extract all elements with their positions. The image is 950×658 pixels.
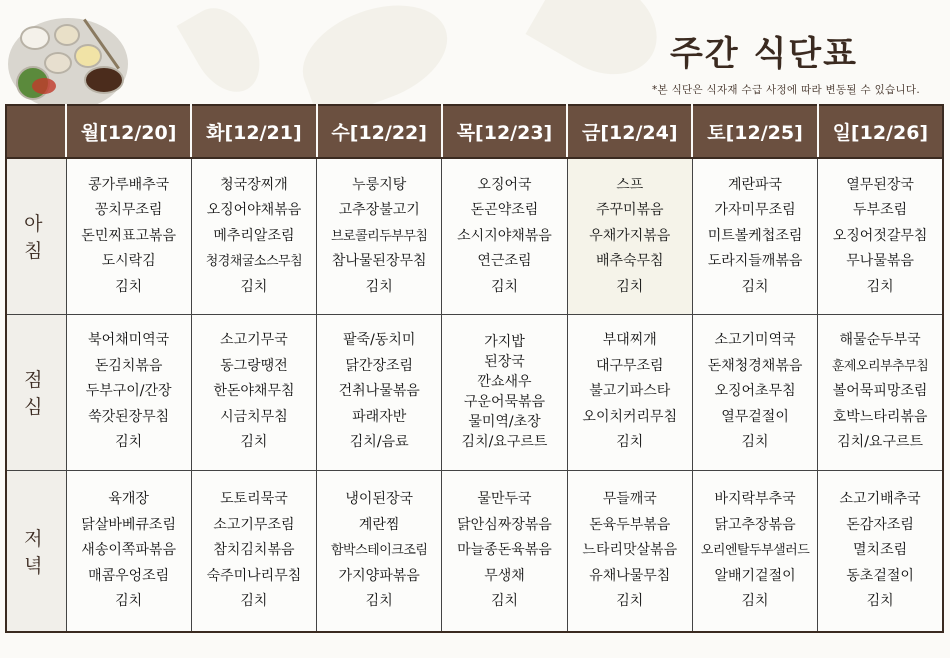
menu-item: 멸치조림 (853, 542, 908, 558)
menu-item: 한돈야채무침 (213, 383, 295, 400)
menu-item: 미트볼케첩조림 (707, 227, 803, 244)
menu-item: 팥죽/동치미 (343, 332, 416, 349)
menu-item: 함박스테이크조림 (330, 543, 428, 558)
menu-item: 김치 (866, 593, 894, 609)
menu-item: 냉이된장국 (345, 491, 414, 507)
menu-item: 돈김치볶음 (94, 357, 163, 374)
menu-item: 김치 (741, 278, 769, 295)
menu-item: 소고기미역국 (714, 332, 796, 349)
menu-item: 김치 (616, 434, 644, 451)
menu-item: 김치 (616, 593, 644, 609)
menu-item: 김치 (741, 593, 769, 609)
menu-item: 돈채청경채볶음 (707, 357, 803, 374)
menu-item: 김치/음료 (349, 434, 409, 451)
meal-row (6, 470, 943, 632)
menu-cell-tue (191, 470, 316, 632)
menu-item: 돈감자조림 (846, 516, 914, 533)
menu-item: 바지락부추국 (714, 491, 796, 507)
menu-item: 대구무조림 (595, 357, 664, 374)
menu-cell-sun (818, 158, 943, 314)
menu-item: 무들깨국 (602, 491, 657, 507)
menu-item: 돈곤약조림 (470, 202, 539, 218)
menu-item: 해물순두부국 (839, 332, 921, 349)
menu-item: 파래자반 (352, 408, 407, 425)
menu-item: 계란파국 (727, 176, 783, 193)
day-header-wed: 수[12/22] (317, 105, 442, 158)
menu-item: 무생채 (484, 567, 525, 584)
menu-item: 김치 (490, 278, 519, 295)
menu-item: 김치 (490, 593, 519, 609)
menu-item: 소고기무국 (220, 332, 288, 349)
menu-item: 가지밥 (484, 334, 525, 350)
menu-change-notice: *본 식단은 식자재 수급 사정에 따라 변동될 수 있습니다. (651, 84, 920, 96)
menu-cell-mon (66, 314, 191, 470)
page-title: 주간 식단표 (669, 34, 858, 74)
menu-item: 소시지야채볶음 (457, 227, 552, 244)
menu-item: 청경채굴소스무침 (205, 254, 303, 269)
menu-item: 오징어국 (477, 176, 532, 193)
menu-item: 유채나물무침 (589, 567, 671, 584)
menu-item: 느타리맛살볶음 (582, 542, 678, 558)
menu-cell-tue (191, 314, 316, 470)
menu-item: 오징어젓갈무침 (832, 227, 928, 244)
menu-item: 누룽지탕 (352, 176, 407, 193)
menu-item: 콩가루배추국 (88, 176, 170, 193)
menu-item: 고추장불고기 (338, 202, 420, 218)
menu-cell-sat (692, 470, 817, 632)
menu-item: 시금치무침 (220, 408, 288, 425)
menu-item: 메추리알조림 (213, 227, 295, 244)
menu-item: 닭안심짜장볶음 (457, 516, 552, 533)
menu-cell-thu (442, 158, 567, 314)
menu-item: 소고기무조림 (213, 516, 295, 533)
menu-item: 소고기배추국 (839, 491, 921, 507)
background-leaf-decoration (177, 0, 274, 104)
menu-item: 계란찜 (358, 516, 400, 533)
menu-item: 오리엔탈두부샐러드 (700, 543, 810, 558)
menu-item: 물만두국 (477, 491, 532, 507)
menu-item: 열무된장국 (846, 176, 914, 193)
menu-item: 우채가지볶음 (589, 227, 671, 244)
meal-row (6, 158, 943, 314)
menu-item: 깐쇼새우 (477, 374, 532, 390)
weekly-menu-table (5, 104, 944, 633)
menu-item: 새송이쪽파볶음 (81, 542, 176, 558)
menu-item: 열무겉절이 (721, 408, 789, 425)
menu-item: 김치 (115, 434, 143, 451)
menu-item: 오이치커리무침 (582, 408, 678, 425)
menu-item: 가지양파볶음 (338, 567, 420, 584)
menu-cell-tue (191, 158, 316, 314)
menu-item: 김치 (240, 593, 268, 609)
meal-label: 점 심 (6, 314, 66, 470)
menu-cell-sun (818, 470, 943, 632)
day-header-fri: 금[12/24] (567, 105, 692, 158)
menu-cell-sun (818, 314, 943, 470)
menu-item: 김치 (365, 593, 393, 609)
menu-item: 청국장찌개 (220, 176, 288, 193)
menu-cell-thu (442, 314, 567, 470)
menu-item: 김치 (240, 434, 268, 451)
menu-item: 닭살바베큐조림 (81, 516, 176, 533)
meal-label: 저 녁 (6, 470, 66, 632)
menu-item: 배추숙무침 (595, 253, 664, 269)
menu-item: 매콤우엉조림 (88, 567, 170, 584)
meal-label: 아 침 (6, 158, 66, 314)
menu-item: 김치 (115, 278, 143, 295)
menu-item: 브로콜리두부무침 (330, 228, 428, 244)
menu-cell-mon (66, 470, 191, 632)
menu-item: 쑥갓된장무침 (88, 408, 170, 425)
menu-item: 닭간장조림 (345, 357, 414, 374)
background-leaf-decoration (526, 0, 675, 94)
menu-item: 돈민찌표고볶음 (81, 227, 176, 244)
menu-item: 호박느타리볶음 (832, 408, 928, 425)
menu-item: 오징어초무침 (714, 383, 796, 400)
menu-item: 된장국 (484, 354, 525, 370)
menu-item: 참치김치볶음 (213, 542, 295, 558)
menu-item: 닭고추장볶음 (714, 516, 796, 533)
menu-item: 김치 (616, 278, 644, 295)
menu-item: 북어채미역국 (88, 332, 170, 349)
menu-item: 김치 (866, 278, 894, 295)
menu-item: 불고기파스타 (589, 383, 671, 400)
menu-item: 숙주미나리무침 (206, 567, 302, 584)
menu-item: 두부구이/간장 (85, 383, 172, 400)
day-header-tue: 화[12/21] (191, 105, 316, 158)
menu-item: 돈육두부볶음 (589, 516, 671, 533)
menu-item: 연근조림 (477, 253, 532, 269)
meal-row (6, 314, 943, 470)
day-header-sun: 일[12/26] (818, 105, 943, 158)
food-photo (2, 0, 152, 104)
day-header-mon: 월[12/20] (66, 105, 191, 158)
menu-item: 가자미무조림 (714, 202, 796, 218)
menu-cell-sat (692, 314, 817, 470)
menu-item: 구운어묵볶음 (463, 394, 546, 410)
menu-cell-wed (317, 158, 442, 314)
menu-item: 참나물된장무침 (331, 253, 427, 269)
menu-item: 꽁치무조림 (94, 202, 163, 218)
day-header-row (6, 105, 943, 158)
menu-item: 건취나물볶음 (338, 383, 420, 400)
menu-item: 도라지들깨볶음 (707, 253, 803, 269)
menu-item: 동그랑땡전 (220, 357, 288, 374)
menu-item: 마늘종돈육볶음 (457, 542, 552, 558)
menu-item: 동초겉절이 (846, 567, 914, 584)
day-header-thu: 목[12/23] (442, 105, 567, 158)
menu-item: 부대찌개 (602, 332, 657, 349)
menu-item: 김치/요구르트 (461, 434, 548, 450)
menu-item: 주꾸미볶음 (595, 202, 664, 218)
menu-item: 두부조림 (853, 202, 908, 218)
menu-item: 육개장 (108, 491, 149, 507)
menu-item: 김치 (741, 434, 769, 451)
menu-item: 오징어야채볶음 (206, 202, 302, 218)
day-header-sat: 토[12/25] (692, 105, 817, 158)
menu-cell-mon (66, 158, 191, 314)
menu-item: 물미역/초장 (468, 414, 541, 430)
menu-item: 김치/요구르트 (837, 434, 924, 451)
corner-header (6, 105, 66, 158)
menu-item: 훈제오리부추무침 (831, 358, 929, 374)
menu-item: 알배기겉절이 (714, 567, 796, 584)
menu-item: 김치 (365, 278, 393, 295)
menu-item: 도시락김 (101, 253, 156, 269)
menu-item: 도토리묵국 (220, 491, 288, 507)
menu-item: 스프 (616, 176, 644, 193)
menu-item: 볼어묵피망조림 (832, 383, 928, 400)
menu-item: 무나물볶음 (846, 253, 914, 269)
menu-cell-sat (692, 158, 817, 314)
menu-cell-wed (317, 314, 442, 470)
menu-cell-wed (317, 470, 442, 632)
menu-cell-fri (567, 470, 692, 632)
menu-cell-fri (567, 314, 692, 470)
menu-cell-fri (567, 158, 692, 314)
menu-item: 김치 (240, 278, 268, 295)
menu-cell-thu (442, 470, 567, 632)
menu-item: 김치 (115, 593, 143, 609)
